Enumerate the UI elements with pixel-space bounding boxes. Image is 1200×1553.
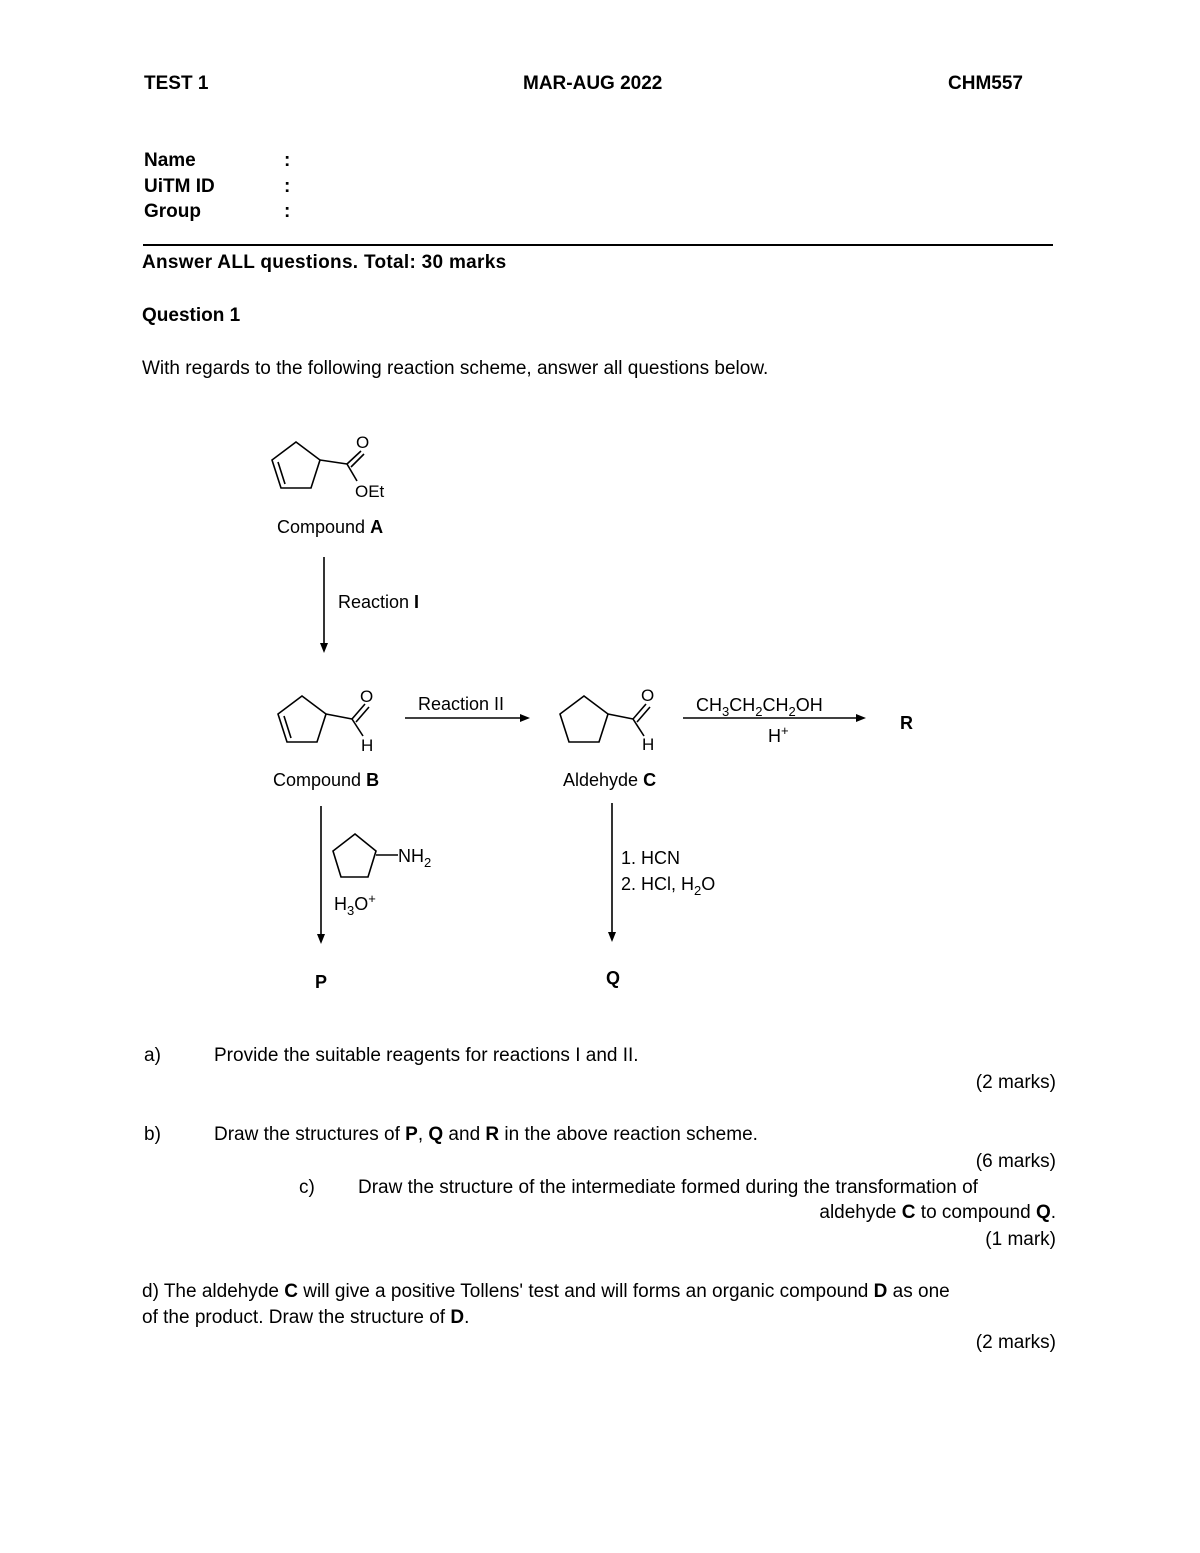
arrowhead-a-to-b (320, 643, 328, 653)
reaction-1-label: Reaction I (338, 592, 420, 612)
field-name-label: Name (144, 150, 196, 171)
part-a-label: a) (144, 1045, 161, 1066)
compound-a-carbonyl-double (351, 454, 364, 467)
field-id-sep: : (284, 176, 291, 197)
compound-b-carbonyl-double (356, 707, 369, 722)
aldehyde-c-oxygen: O (641, 686, 655, 705)
compound-b-oxygen: O (360, 687, 374, 706)
instructions: Answer ALL questions. Total: 30 marks (142, 252, 507, 273)
compound-b-carbonyl-bond (352, 704, 365, 719)
compound-a-carbonyl-bond (347, 451, 361, 464)
arrowhead-c-to-r (856, 714, 866, 722)
reagent-propanol: $CH_3CH_2CH_2OH$ (696, 695, 823, 719)
cyclopentylamine-ring (333, 834, 376, 877)
aldehyde-c-hydrogen: H (642, 735, 655, 754)
header-course-code: CHM557 (948, 73, 1023, 94)
question-title: Question 1 (142, 305, 241, 326)
part-d-line1: d) The aldehyde C will give a positive Tollens' test and will forms an organic compound D as one (142, 1281, 950, 1302)
part-d-line2: of the product. Draw the structure of D. (142, 1307, 470, 1328)
header-session: MAR-AUG 2022 (523, 73, 663, 94)
compound-a-label: Compound A (277, 517, 384, 537)
reagent-hcl-water: 2. HCl, $H_2O$ (621, 874, 716, 898)
reagent-hcn: 1. HCN (621, 848, 681, 868)
compound-b-bond-to-carbonyl (326, 714, 352, 719)
part-a-marks: (2 marks) (975, 1072, 1056, 1093)
field-name-sep: : (284, 150, 291, 171)
product-q: Q (606, 968, 621, 988)
part-c-line2: aldehyde C to compound Q. (819, 1202, 1056, 1223)
aldehyde-c-ch-bond (633, 719, 644, 736)
question-intro: With regards to the following reaction scheme, answer all questions below. (142, 358, 769, 379)
field-id-label: UiTM ID (144, 176, 215, 197)
compound-a-oxygen: O (356, 433, 370, 452)
product-r: R (900, 713, 913, 733)
reaction-2-label: Reaction II (418, 694, 505, 714)
aldehyde-c-carbonyl-double (637, 707, 650, 722)
part-c-marks: (1 mark) (985, 1229, 1056, 1250)
part-b-text: Draw the structures of P, Q and R in the above reaction scheme. (214, 1124, 758, 1145)
product-p: P (315, 972, 328, 992)
aldehyde-c-label: Aldehyde C (563, 770, 657, 790)
field-group-label: Group (144, 201, 201, 222)
reagent-acid-catalyst: H+ (768, 723, 789, 746)
aldehyde-c-carbonyl-bond (633, 704, 646, 719)
aldehyde-c-bond-to-carbonyl (608, 714, 633, 719)
hydronium-reagent: $H_3O^+$ (334, 891, 376, 918)
amine-group: $NH_2$ (398, 846, 432, 870)
compound-b-label: Compound B (273, 770, 380, 790)
part-b-label: b) (144, 1124, 161, 1145)
compound-a-bond-to-carbonyl (320, 460, 347, 464)
header-test-label: TEST 1 (144, 73, 209, 94)
arrowhead-b-to-c (520, 714, 530, 722)
compound-a-oet: OEt (355, 482, 385, 501)
arrowhead-b-to-p (317, 934, 325, 944)
part-a-text: Provide the suitable reagents for reactions I and II. (214, 1045, 639, 1066)
compound-b-hydrogen: H (361, 736, 374, 755)
field-group-sep: : (284, 201, 291, 222)
part-b-marks: (6 marks) (975, 1151, 1056, 1172)
part-d-marks: (2 marks) (975, 1332, 1056, 1353)
aldehyde-c-ring (560, 696, 608, 742)
arrowhead-c-to-q (608, 932, 616, 942)
part-c-line1: Draw the structure of the intermediate formed during the transformation of (358, 1177, 978, 1198)
part-c-label: c) (299, 1177, 315, 1198)
compound-b-ch-bond (352, 719, 363, 736)
